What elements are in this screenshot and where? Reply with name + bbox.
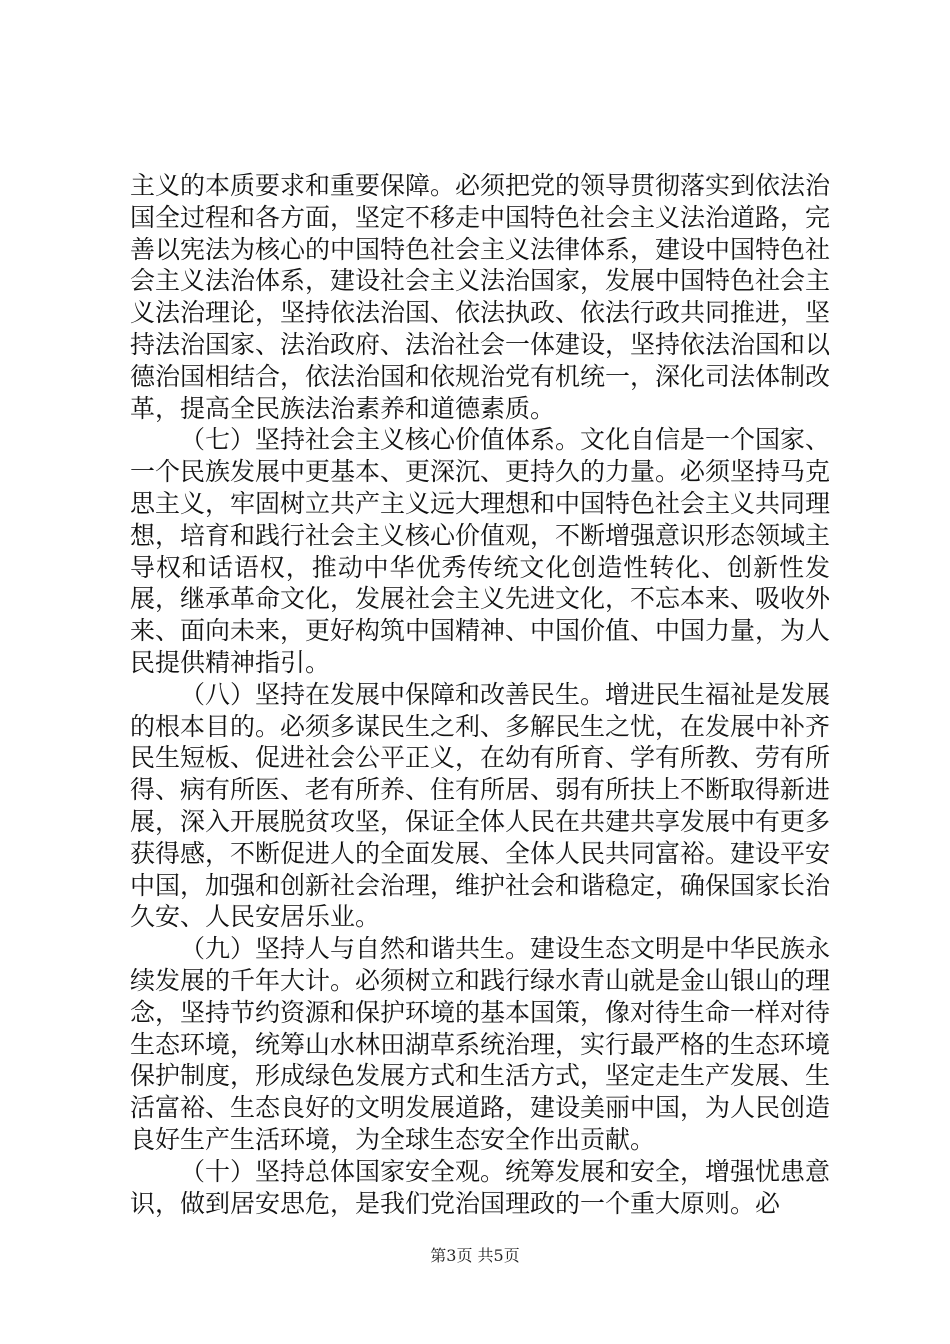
body-text [130,170,830,1219]
paragraph-rule-of-law-continued: 主义的本质要求和重要保障。必须把党的领导贯彻落实到依法治国全过程和各方面，坚定不移走中国特色社会主义法治道路，完善以宪法为核心的中国特色社会主义法律体系，建设中国特色社会主义法治体系，建设社会主义法治国家，发展中国特色社会主义法治理论，坚持依法治国、依法执政、依法行政共同推进，坚持法治国家、法治政府、法治社会一体建设，坚持依法治国和以德治国相结合，依法治国和依规治党有机统一，深化司法体制改革，提高全民族法治素养和道德素质。 [130,171,831,423]
paragraph-eight-livelihood: （八）坚持在发展中保障和改善民生。增进民生福祉是发展的根本目的。必须多谋民生之利、多解民生之忧，在发展中补齐民生短板、促进社会公平正义，在幼有所育、学有所教、劳有所得、病有所医、老有所养、住有所居、弱有所扶上不断取得新进展，深入开展脱贫攻坚，保证全体人民在共建共享发展中有更多获得感，不断促进人的全面发展、全体人民共同富裕。建设平安中国，加强和创新社会治理，维护社会和谐稳定，确保国家长治久安、人民安居乐业。 [130,679,831,932]
paragraph-ten-national-security: （十）坚持总体国家安全观。统筹发展和安全，增强忧患意识，做到居安思危，是我们党治国理政的一个重大原则。必 [130,1156,831,1218]
page-footer [0,1246,950,1266]
page-number: 第3页 共5页 [430,1246,520,1265]
paragraph-seven-core-values: （七）坚持社会主义核心价值体系。文化自信是一个国家、一个民族发展中更基本、更深沉、更持久的力量。必须坚持马克思主义，牢固树立共产主义远大理想和中国特色社会主义共同理想，培育和践行社会主义核心价值观，不断增强意识形态领域主导权和话语权，推动中华优秀传统文化创造性转化、创新性发展，继承革命文化，发展社会主义先进文化，不忘本来、吸收外来、面向未来，更好构筑中国精神、中国价值、中国力量，为人民提供精神指引。 [130,425,831,677]
paragraph-nine-harmony-with-nature: （九）坚持人与自然和谐共生。建设生态文明是中华民族永续发展的千年大计。必须树立和践行绿水青山就是金山银山的理念，坚持节约资源和保护环境的基本国策，像对待生命一样对待生态环境，统筹山水林田湖草系统治理，实行最严格的生态环境保护制度，形成绿色发展方式和生活方式，坚定走生产发展、生活富裕、生态良好的文明发展道路，建设美丽中国，为人民创造良好生产生活环境，为全球生态安全作出贡献。 [130,934,831,1154]
